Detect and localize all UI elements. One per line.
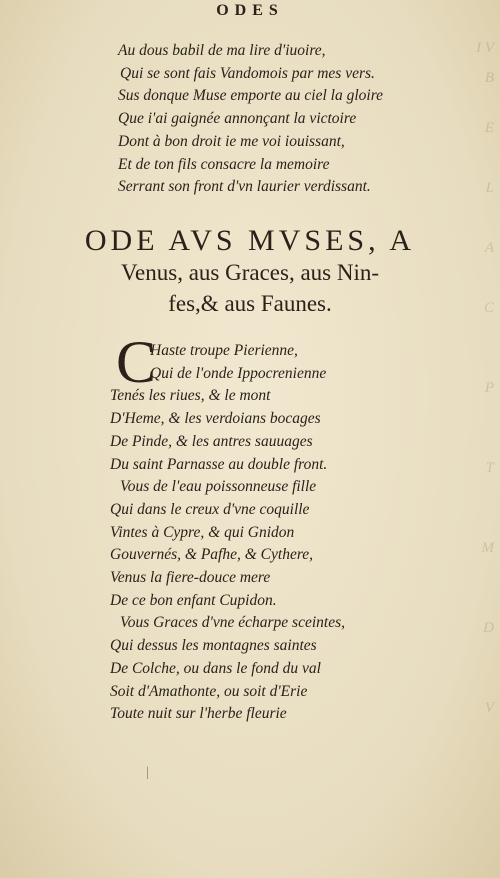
ode-title-line-2: Venus, aus Graces, aus Nin- bbox=[120, 260, 380, 285]
margin-mark: | bbox=[146, 765, 149, 780]
verse-line: Vous Graces d'vne écharpe sceintes, bbox=[120, 614, 345, 632]
ode-title-line-3: fes,& aus Faunes. bbox=[168, 291, 332, 316]
bleed-through-text: I V B E L A C P T M D V bbox=[476, 40, 494, 716]
verse-line: Haste troupe Pierienne, bbox=[150, 342, 298, 359]
verse-line: Tenés les riues, & le mont bbox=[110, 387, 271, 405]
verse-line: Vintes à Cypre, & qui Gnidon bbox=[110, 523, 295, 541]
verse-line: Venus la fiere-douce mere bbox=[110, 569, 271, 587]
verse-line: D'Heme, & les verdoians bocages bbox=[110, 410, 321, 428]
verse-line: Qui de l'onde Ippocrenienne bbox=[150, 364, 327, 382]
verse-line: Dont à bon droit ie me voi iouissant, bbox=[118, 132, 345, 150]
verse-line: Toute nuit sur l'herbe fleurie bbox=[110, 705, 287, 723]
verse-line: Vous de l'eau poissonneuse fille bbox=[120, 478, 317, 496]
verse-line: Qui se sont fais Vandomois par mes vers. bbox=[120, 64, 375, 82]
ode-title-line-1: ODE AVS MVSES, A bbox=[84, 224, 416, 257]
drop-cap: C bbox=[116, 329, 157, 395]
verse-line: Qui dans le creux d'vne coquille bbox=[110, 500, 310, 518]
verse-line: Et de ton fils consacre la memoire bbox=[118, 155, 330, 173]
verse-line: Gouvernés, & Pafhe, & Cythere, bbox=[110, 546, 314, 564]
verse-line: Serrant son front d'vn laurier verdissant. bbox=[118, 178, 371, 196]
verse-line: De Pinde, & les antres sauuages bbox=[110, 432, 313, 450]
verse-line: De ce bon enfant Cupidon. bbox=[110, 591, 277, 609]
verse-line: Du saint Parnasse au double front. bbox=[110, 455, 328, 473]
verse-line: Sus donque Muse emporte au ciel la gloire bbox=[118, 87, 384, 105]
ode-body bbox=[110, 340, 345, 726]
verse-line: De Colche, ou dans le fond du val bbox=[110, 659, 321, 677]
running-head: ODES bbox=[216, 2, 284, 19]
verse-line: Que i'ai gaignée annonçant la victoire bbox=[118, 110, 357, 128]
verse-line: Soit d'Amathonte, ou soit d'Erie bbox=[110, 682, 308, 700]
verse-line: Au dous babil de ma lire d'iuoire, bbox=[118, 42, 326, 59]
top-stanza bbox=[118, 40, 383, 199]
verse-line: Qui dessus les montagnes saintes bbox=[110, 637, 317, 655]
